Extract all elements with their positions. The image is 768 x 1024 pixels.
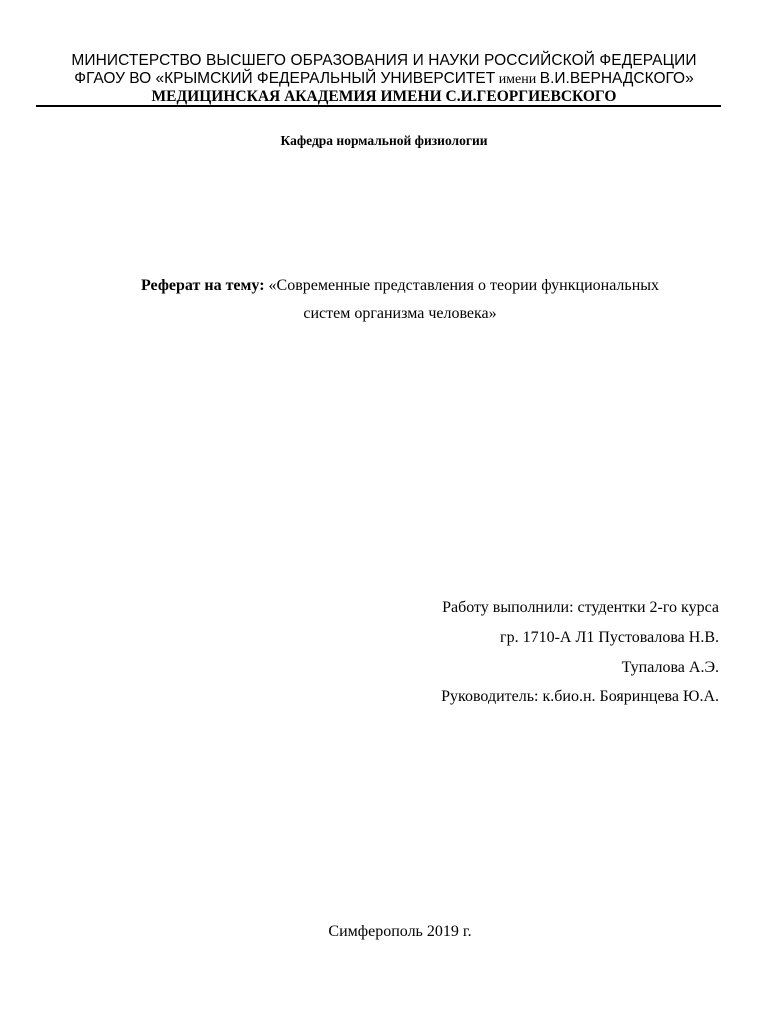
university-name-prefix: ФГАОУ ВО «КРЫМСКИЙ ФЕДЕРАЛЬНЫЙ УНИВЕРСИТЕТ bbox=[74, 70, 496, 87]
supervisor-line: Руководитель: к.био.н. Бояринцева Ю.А. bbox=[441, 688, 719, 705]
authors-line-1: Работу выполнили: студентки 2-го курса bbox=[442, 599, 719, 616]
university-imeni: имени bbox=[495, 72, 540, 87]
ministry-heading: МИНИСТЕРСТВО ВЫСШЕГО ОБРАЗОВАНИЯ И НАУКИ РОССИЙСКОЙ ФЕДЕРАЦИИ bbox=[71, 52, 697, 69]
authors-line-2: гр. 1710-А Л1 Пустовалова Н.В. bbox=[500, 629, 719, 646]
title-text-part-1: «Современные представления о теории функциональных bbox=[264, 277, 660, 294]
header-divider bbox=[36, 105, 721, 107]
title-line-2: систем организма человека» bbox=[303, 305, 497, 322]
university-name-suffix: В.И.ВЕРНАДСКОГО» bbox=[539, 70, 694, 87]
authors-line-3: Тупалова А.Э. bbox=[621, 659, 719, 676]
title-line-1 bbox=[0, 277, 768, 295]
city-year: Симферополь 2019 г. bbox=[328, 923, 472, 940]
academy-heading: МЕДИЦИНСКАЯ АКАДЕМИЯ ИМЕНИ С.И.ГЕОРГИЕВСКОГО bbox=[151, 88, 617, 105]
university-heading bbox=[0, 70, 768, 88]
department-name: Кафедра нормальной физиологии bbox=[280, 133, 488, 148]
title-prefix: Реферат на тему: bbox=[140, 277, 265, 294]
